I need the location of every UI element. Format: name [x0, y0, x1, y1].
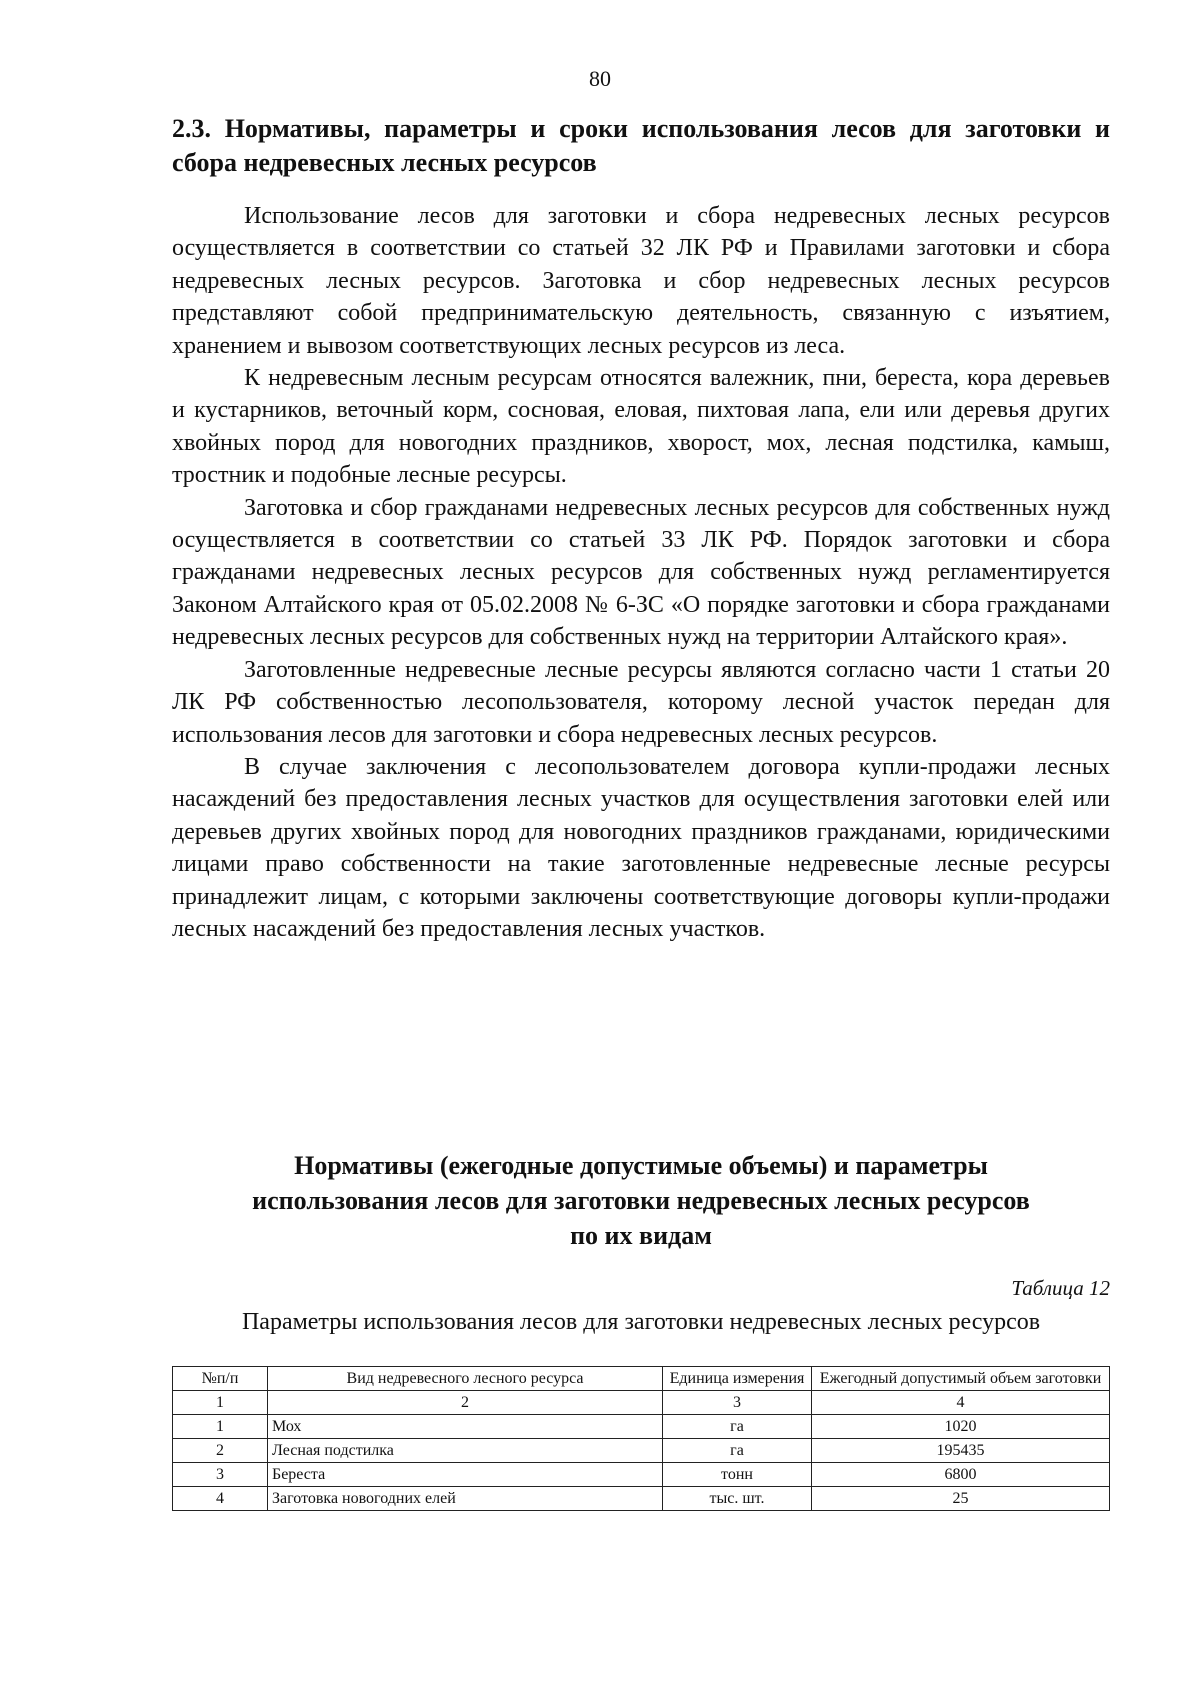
page-number: 80 — [589, 66, 611, 91]
section-title: 2.3. Нормативы, параметры и сроки использования лесов для заготовки и сбора недревесных лесных ресурсов — [172, 114, 1110, 177]
resource-name: Заготовка новогодних елей — [268, 1487, 663, 1511]
header-unit: Единица измерения — [663, 1367, 812, 1391]
body-text — [172, 200, 1110, 945]
resource-volume: 195435 — [812, 1439, 1110, 1463]
header-resource-type: Вид недревесного лесного ресурса — [268, 1367, 663, 1391]
resource-name: Лесная подстилка — [268, 1439, 663, 1463]
table-header-row — [173, 1367, 1110, 1391]
table-row — [173, 1415, 1110, 1439]
norms-subheading — [172, 1148, 1110, 1253]
parameters-table — [172, 1366, 1110, 1511]
resource-unit: га — [663, 1439, 812, 1463]
column-number-row — [173, 1391, 1110, 1415]
table-title: Параметры использования лесов для заготовки недревесных лесных ресурсов — [241, 1309, 1041, 1335]
column-number: 2 — [268, 1391, 663, 1415]
table-row — [173, 1439, 1110, 1463]
table-row — [173, 1463, 1110, 1487]
header-number: №п/п — [173, 1367, 268, 1391]
paragraph: Заготовка и сбор гражданами недревесных лесных ресурсов для собственных нужд осуществляется в соответствии со статьей 33 ЛК РФ. Порядок заготовки и сбора гражданами недревесных лесных ресурсов для собственных нужд регламентируется Законом Алтайского края от 05.02.2008 № 6-ЗС «О порядке заготовки и сбора гражданами недревесных лесных ресурсов для собственных нужд на территории Алтайского края». — [172, 494, 1110, 651]
resource-volume: 6800 — [812, 1463, 1110, 1487]
subheading-line: использования лесов для заготовки недревесных лесных ресурсов — [252, 1186, 1030, 1215]
resource-volume: 25 — [812, 1487, 1110, 1511]
header-annual-volume: Ежегодный допустимый объем заготовки — [812, 1367, 1110, 1391]
resource-unit: га — [663, 1415, 812, 1439]
paragraph: Заготовленные недревесные лесные ресурсы являются согласно части 1 статьи 20 ЛК РФ собственностью лесопользователя, которому лесной участок передан для использования лесов для заготовки и сбора недревесных лесных ресурсов. — [172, 656, 1110, 748]
resource-name: Мох — [268, 1415, 663, 1439]
paragraph: В случае заключения с лесопользователем договора купли-продажи лесных насаждений без предоставления лесных участков для осуществления заготовки елей или деревьев других хвойных пород для новогодних праздников гражданами, юридическими лицами право собственности на такие заготовленные недревесные лесные ресурсы принадлежит лицам, с которыми заключены соответствующие договоры купли-продажи лесных насаждений без предоставления лесных участков. — [172, 753, 1110, 942]
resource-unit: тыс. шт. — [663, 1487, 812, 1511]
paragraph: К недревесным лесным ресурсам относятся валежник, пни, береста, кора деревьев и кустарников, веточный корм, сосновая, еловая, пихтовая лапа, ели или деревья других хвойных пород для новогодних праздников, хворост, мох, лесная подстилка, камыш, тростник и подобные лесные ресурсы. — [172, 365, 1110, 489]
row-number: 3 — [173, 1463, 268, 1487]
subheading-line: по их видам — [570, 1221, 712, 1250]
resource-unit: тонн — [663, 1463, 812, 1487]
table-row — [173, 1487, 1110, 1511]
row-number: 1 — [173, 1415, 268, 1439]
resource-name: Береста — [268, 1463, 663, 1487]
paragraph: Использование лесов для заготовки и сбора недревесных лесных ресурсов осуществляется в соответствии со статьей 32 ЛК РФ и Правилами заготовки и сбора недревесных лесных ресурсов. Заготовка и сбор недревесных лесных ресурсов представляют собой предпринимательскую деятельность, связанную с изъятием, хранением и вывозом соответствующих лесных ресурсов из леса. — [172, 203, 1110, 359]
table-label: Таблица 12 — [1011, 1276, 1110, 1300]
row-number: 2 — [173, 1439, 268, 1463]
resource-volume: 1020 — [812, 1415, 1110, 1439]
column-number: 1 — [173, 1391, 268, 1415]
column-number: 3 — [663, 1391, 812, 1415]
column-number: 4 — [812, 1391, 1110, 1415]
row-number: 4 — [173, 1487, 268, 1511]
subheading-line: Нормативы (ежегодные допустимые объемы) и параметры — [294, 1151, 988, 1180]
